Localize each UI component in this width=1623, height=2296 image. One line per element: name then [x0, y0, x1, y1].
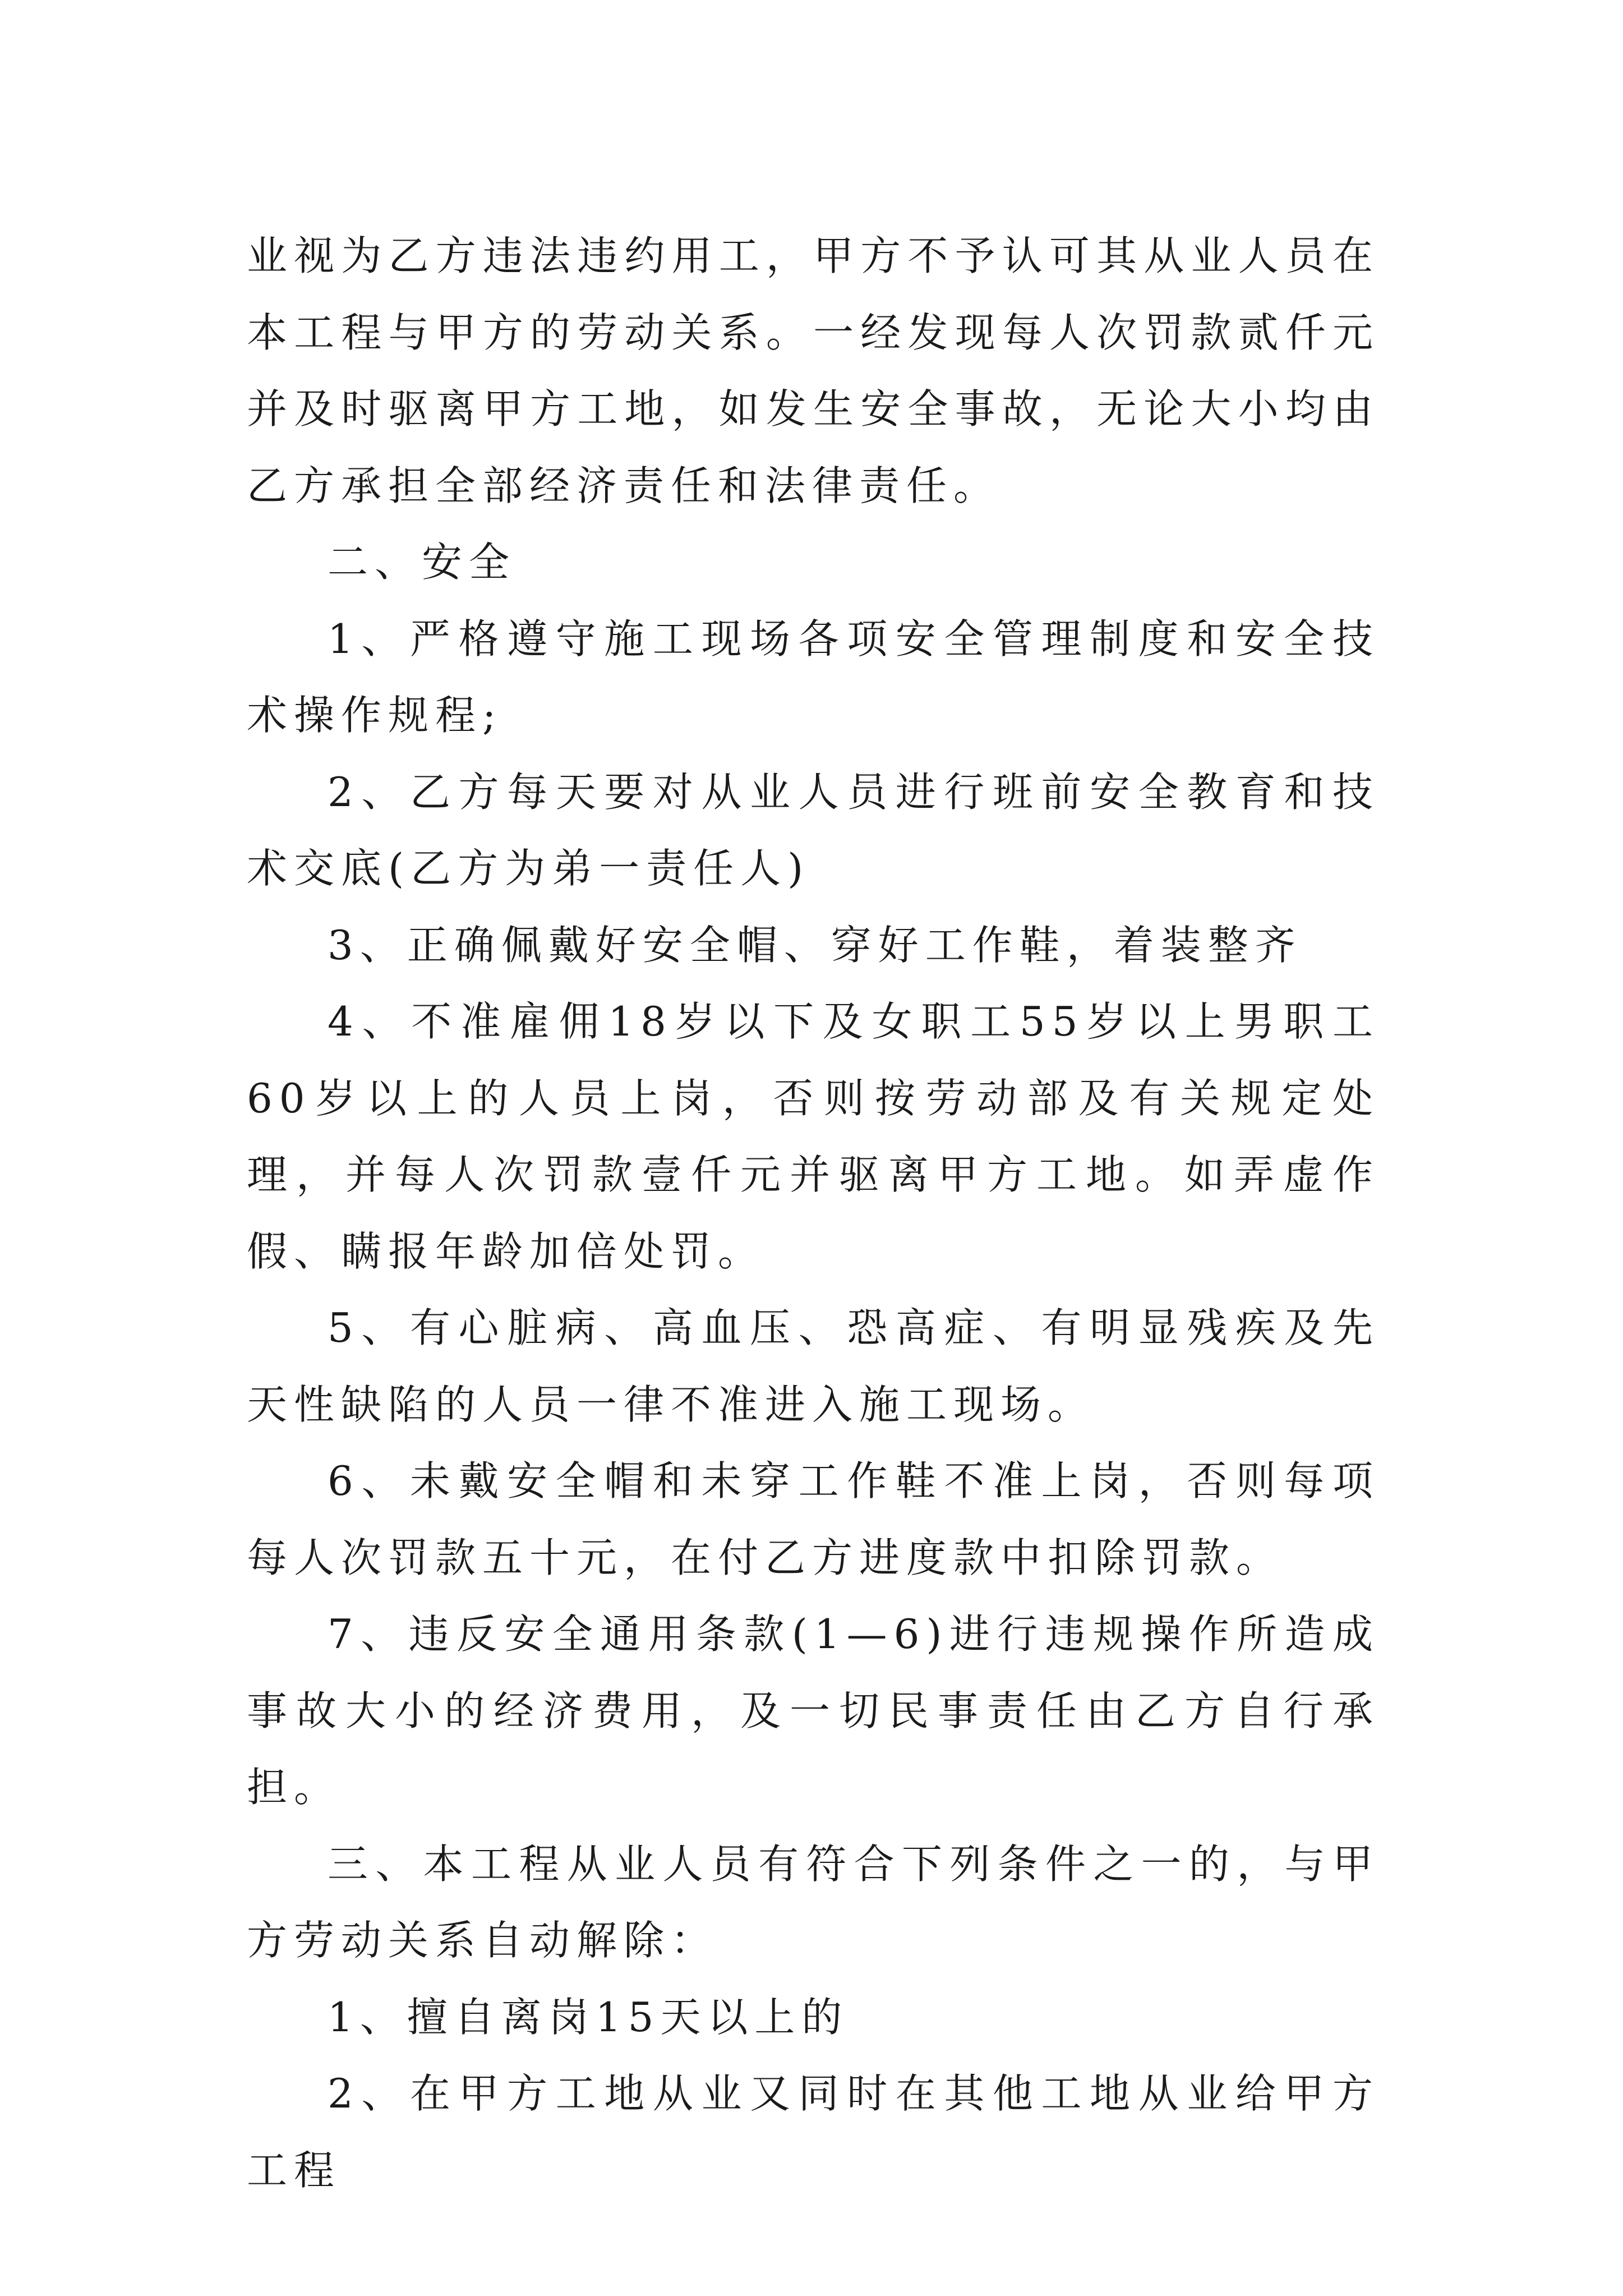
safety-item-7: 7、违反安全通用条款(1—6)进行违规操作所造成事故大小的经济费用，及一切民事责任由乙方自行承担。 — [247, 1611, 1380, 1811]
termination-item-1: 1、擅自离岗15天以上的 — [328, 1993, 849, 2041]
section-heading-termination: 三、本工程从业人员有符合下列条件之一的，与甲方劳动关系自动解除： — [247, 1840, 1380, 1964]
safety-item-2: 2、乙方每天要对从业人员进行班前安全教育和技术交底(乙方为弟一责任人) — [247, 768, 1380, 892]
section-heading-safety: 二、安全 — [328, 539, 517, 586]
safety-item-6: 6、未戴安全帽和未穿工作鞋不准上岗，否则每项每人次罚款五十元，在付乙方进度款中扣除罚款。 — [247, 1457, 1380, 1581]
termination-item-2: 2、在甲方工地从业又同时在其他工地从业给甲方工程 — [247, 2070, 1380, 2194]
safety-item-4: 4、不准雇佣18岁以下及女职工55岁以上男职工60岁以上的人员上岗，否则按劳动部及有关规定处理，并每人次罚款壹仟元并驱离甲方工地。如弄虚作假、瞒报年龄加倍处罚。 — [247, 998, 1380, 1275]
safety-item-1: 1、严格遵守施工现场各项安全管理制度和安全技术操作规程; — [247, 615, 1380, 739]
safety-item-3: 3、正确佩戴好安全帽、穿好工作鞋，着装整齐 — [328, 921, 1302, 969]
safety-item-5: 5、有心脏病、高血压、恐高症、有明显残疾及先天性缺陷的人员一律不准进入施工现场。 — [247, 1304, 1380, 1428]
document-body — [247, 218, 1380, 2208]
paragraph-continuation: 业视为乙方违法违约用工，甲方不予认可其从业人员在本工程与甲方的劳动关系。一经发现每人次罚款贰仟元并及时驱离甲方工地，如发生安全事故，无论大小均由乙方承担全部经济责任和法律责任。 — [247, 232, 1380, 509]
